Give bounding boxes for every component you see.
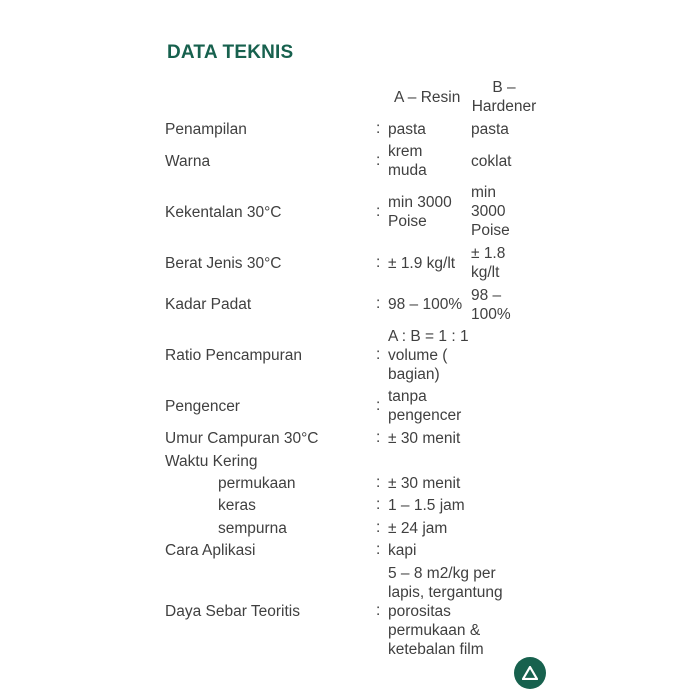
row-colon: : [376, 602, 381, 619]
page-title: DATA TEKNIS [167, 42, 294, 63]
row-value-b-penampilan: pasta [471, 121, 509, 138]
header-b-hardener: B – Hardener [471, 79, 537, 115]
row-label-berat-jenis: Berat Jenis 30°C [165, 255, 282, 272]
row-value-a-berat-jenis: ± 1.9 kg/lt [388, 255, 456, 272]
row-value-a-kadar-padat: 98 – 100% [388, 296, 463, 313]
row-value-a-penampilan: pasta [388, 121, 426, 138]
row-label-pengencer: Pengencer [165, 398, 240, 415]
row-label-kekentalan: Kekentalan 30°C [165, 204, 282, 221]
triangle-up-icon [522, 666, 538, 680]
row-colon: : [376, 295, 381, 312]
row-value-b-berat-jenis: ± 1.8 kg/lt [471, 245, 506, 281]
row-colon: : [376, 474, 381, 491]
row-colon: : [376, 120, 381, 137]
row-value-a-daya-sebar: 5 – 8 m2/kg per lapis, tergantung porositas permukaan & ketebalan film [388, 565, 503, 658]
row-colon: : [376, 429, 381, 446]
row-colon: : [376, 203, 381, 220]
row-value-a-pengencer: tanpa pengencer [388, 388, 462, 424]
row-colon: : [376, 152, 381, 169]
row-label-ratio: Ratio Pencampuran [165, 347, 302, 364]
header-a-resin: A – Resin [394, 89, 461, 106]
row-colon: : [376, 496, 381, 513]
row-label-permukaan: permukaan [218, 475, 296, 492]
row-value-a-kekentalan: min 3000 Poise [388, 194, 452, 230]
row-colon: : [376, 519, 381, 536]
row-label-keras: keras [218, 497, 256, 514]
row-value-a-keras: 1 – 1.5 jam [388, 497, 465, 514]
row-label-warna: Warna [165, 153, 211, 170]
row-label-kadar-padat: Kadar Padat [165, 296, 252, 313]
row-colon: : [376, 541, 381, 558]
row-value-b-kadar-padat: 98 – 100% [471, 287, 511, 323]
row-label-umur-campuran: Umur Campuran 30°C [165, 430, 319, 447]
row-label-waktu-kering: Waktu Kering [165, 453, 258, 470]
row-colon: : [376, 397, 381, 414]
row-value-b-warna: coklat [471, 153, 512, 170]
row-colon: : [376, 346, 381, 363]
scroll-top-button[interactable] [514, 657, 546, 689]
row-value-a-cara-aplikasi: kapi [388, 542, 417, 559]
row-label-cara-aplikasi: Cara Aplikasi [165, 542, 256, 559]
row-value-a-ratio: A : B = 1 : 1 volume ( bagian) [388, 328, 469, 383]
row-value-a-permukaan: ± 30 menit [388, 475, 461, 492]
row-label-penampilan: Penampilan [165, 121, 247, 138]
row-value-a-sempurna: ± 24 jam [388, 520, 448, 537]
row-value-a-warna: krem muda [388, 143, 427, 179]
row-value-b-kekentalan: min 3000 Poise [471, 184, 510, 239]
row-label-sempurna: sempurna [218, 520, 287, 537]
row-label-daya-sebar: Daya Sebar Teoritis [165, 603, 300, 620]
row-colon: : [376, 254, 381, 271]
row-value-a-umur-campuran: ± 30 menit [388, 430, 461, 447]
